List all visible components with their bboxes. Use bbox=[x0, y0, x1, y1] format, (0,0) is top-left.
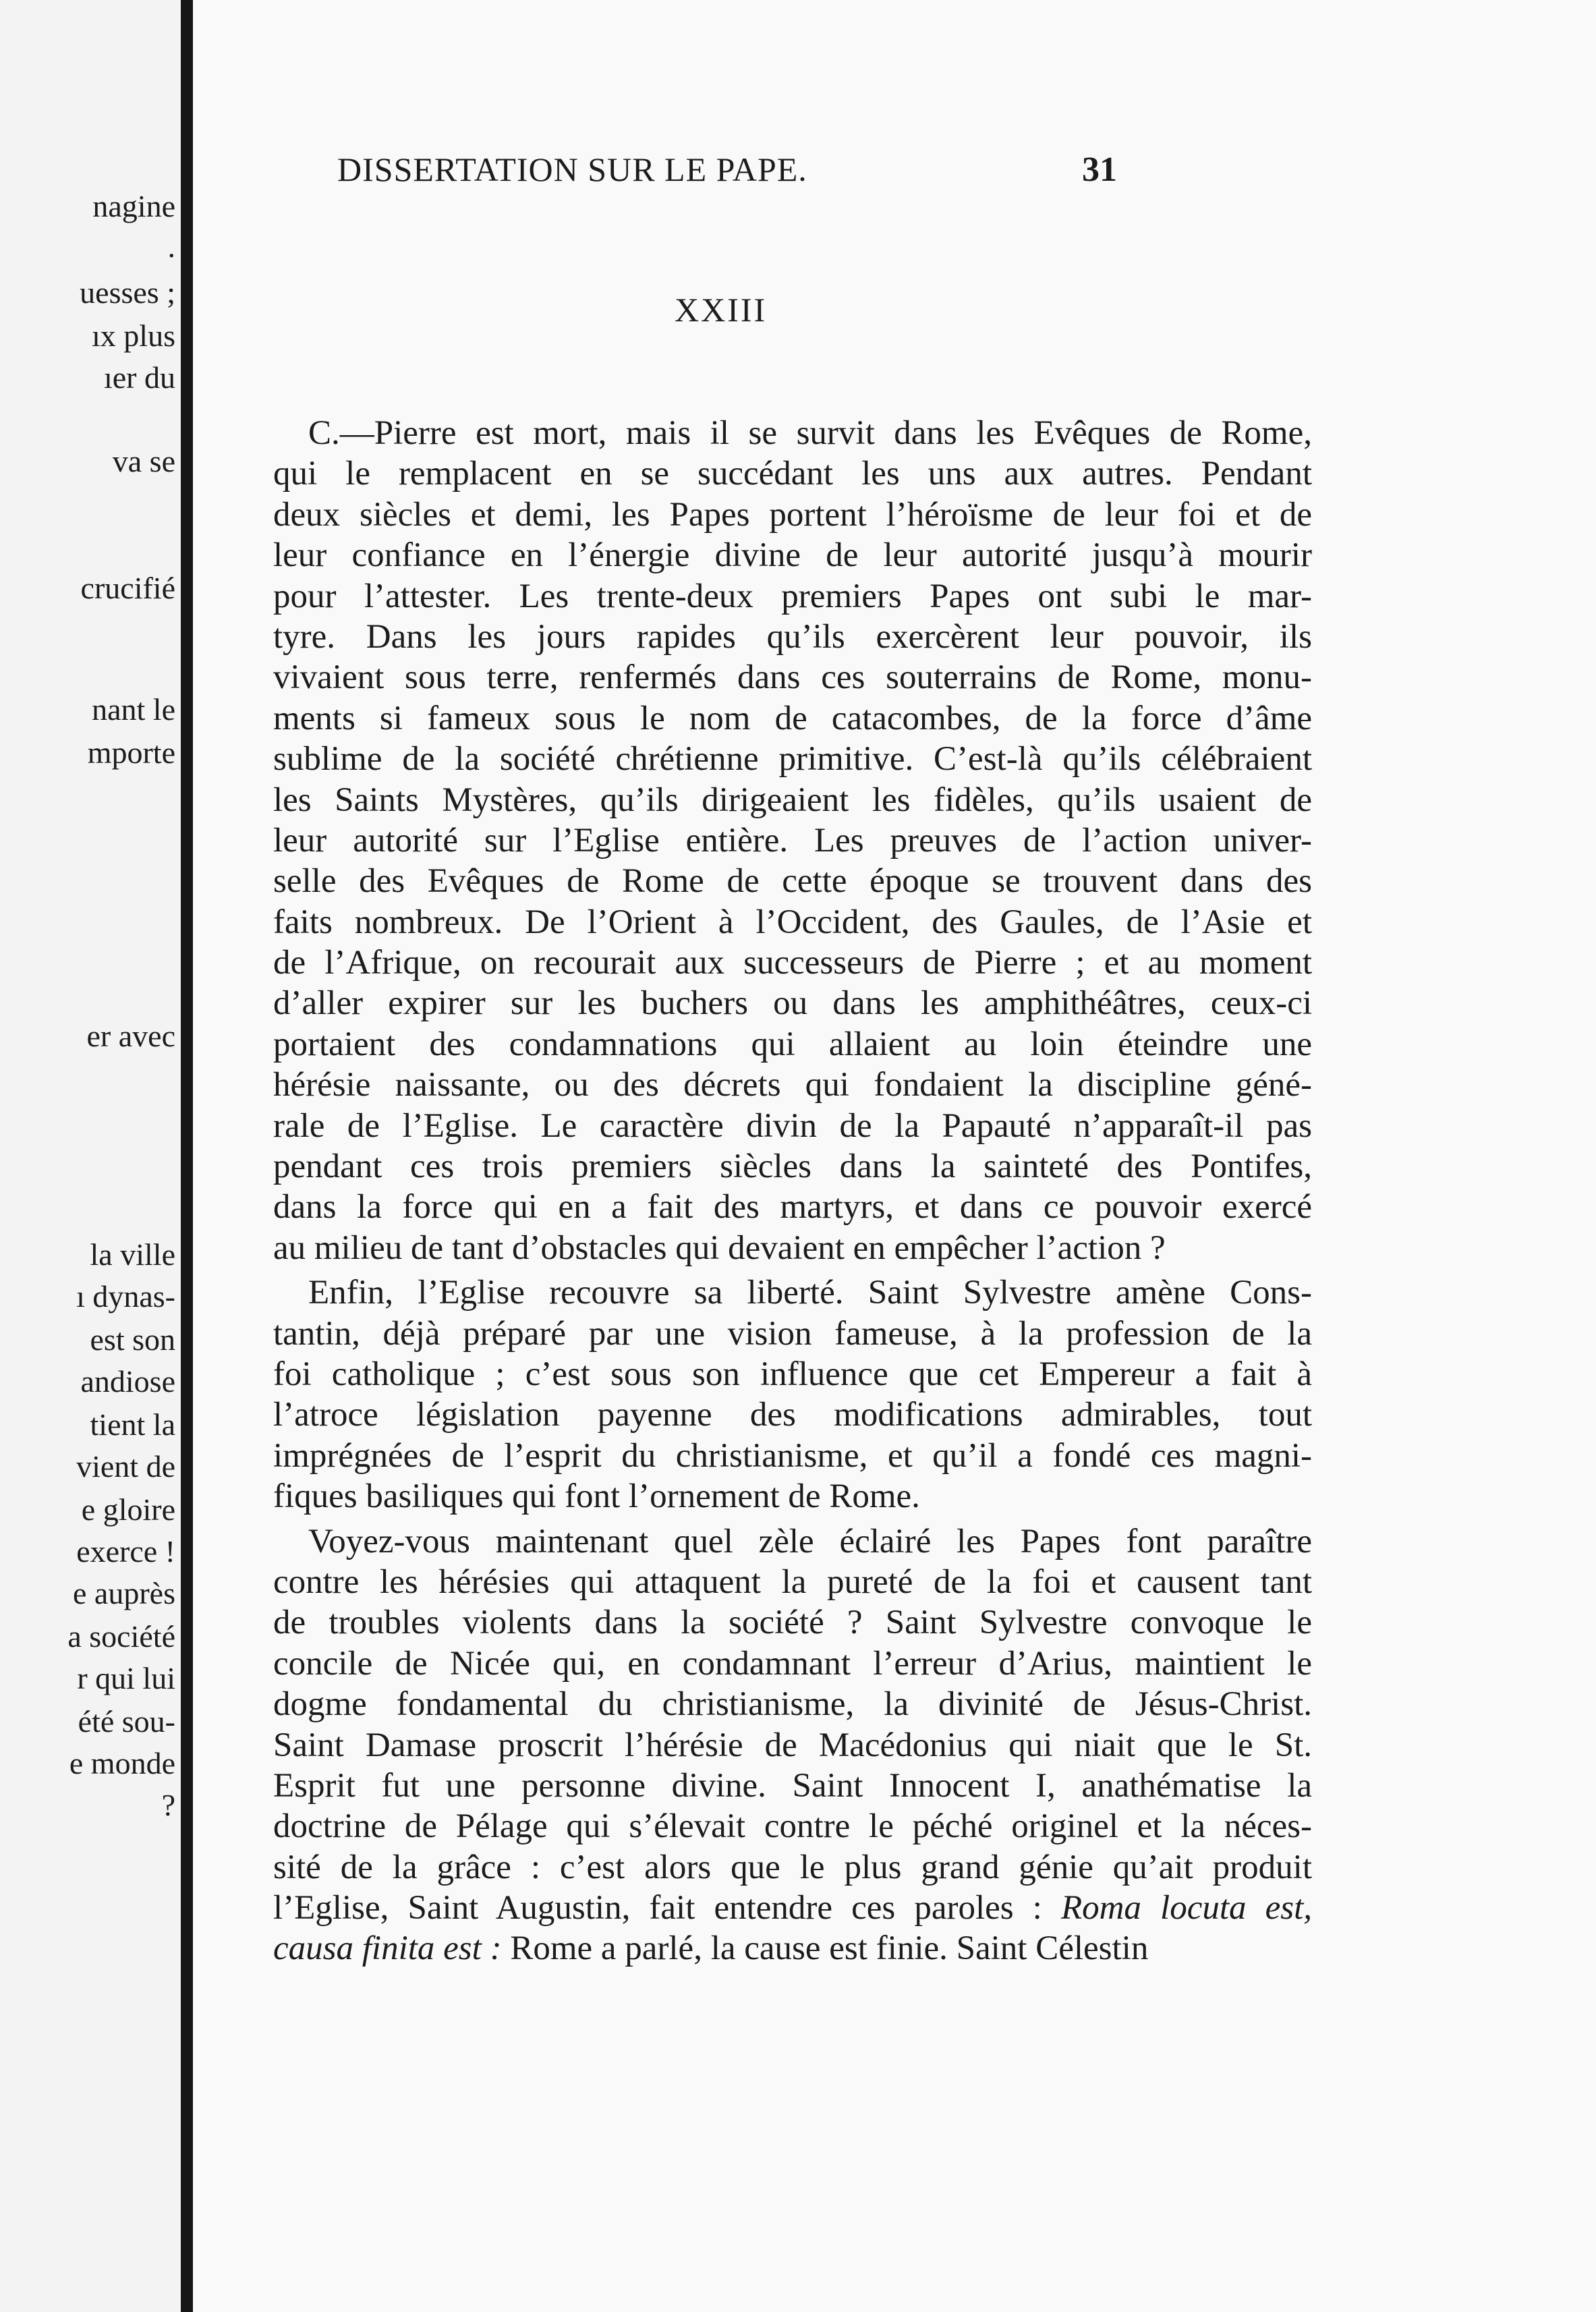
text-line: les Saints Mystères, qu’ils dirigeaient les fidèles, qu’ils usaient de bbox=[273, 781, 1312, 819]
facing-page-line: nant le bbox=[92, 692, 175, 727]
facing-page-line: nagine bbox=[92, 189, 175, 223]
paragraph-2 bbox=[273, 1272, 1312, 1517]
paragraph-1 bbox=[273, 413, 1312, 1268]
text-line: l’atroce législation payenne des modifications admirables, tout bbox=[273, 1396, 1312, 1434]
page-gutter bbox=[181, 0, 193, 2312]
facing-page-line: ıer du bbox=[103, 360, 175, 395]
facing-page-line: er avec bbox=[86, 1019, 175, 1053]
text-line: pendant ces trois premiers siècles dans la sainteté des Pontifes, bbox=[273, 1148, 1312, 1186]
running-title: DISSERTATION SUR LE PAPE. bbox=[337, 150, 807, 188]
facing-page-line: ı dynas- bbox=[76, 1279, 175, 1314]
paragraph-3 bbox=[273, 1521, 1312, 1888]
facing-page-line: exerce ! bbox=[76, 1534, 175, 1569]
text-line: sublime de la société chrétienne primitive. C’est-là qu’ils célébraient bbox=[273, 740, 1312, 779]
facing-page-fragment bbox=[0, 0, 181, 2312]
text-line: d’aller expirer sur les buchers ou dans les amphithéâtres, ceux-ci bbox=[273, 984, 1312, 1023]
text-line: foi catholique ; c’est sous son influence que cet Empereur a fait à bbox=[273, 1355, 1312, 1393]
text-line: portaient des condamnations qui allaient au loin éteindre une bbox=[273, 1025, 1312, 1063]
text-line: fiques basiliques qui font l’ornement de Rome. bbox=[273, 1477, 920, 1516]
text-line: tyre. Dans les jours rapides qu’ils exercèrent leur pouvoir, ils bbox=[273, 617, 1312, 656]
facing-page-line: été sou- bbox=[78, 1704, 175, 1739]
facing-page-line: r qui lui bbox=[77, 1661, 175, 1695]
text-line: leur confiance en l’énergie divine de leur autorité jusqu’à mourir bbox=[273, 536, 1312, 575]
text-line: qui le remplacent en se succédant les uns aux autres. Pendant bbox=[273, 455, 1312, 493]
text-line: ments si fameux sous le nom de catacombes, de la force d’âme bbox=[273, 699, 1312, 737]
text-line: dogme fondamental du christianisme, la divinité de Jésus-Christ. bbox=[273, 1685, 1312, 1724]
facing-page-line: la ville bbox=[90, 1237, 175, 1272]
text-line: Voyez-vous maintenant quel zèle éclairé les Papes font paraître bbox=[308, 1522, 1312, 1560]
text-line: pour l’attester. Les trente-deux premiers Papes ont subi le mar- bbox=[273, 577, 1312, 615]
text-line: faits nombreux. De l’Orient à l’Occident, des Gaules, de l’Asie et bbox=[273, 903, 1312, 941]
text-line: hérésie naissante, ou des décrets qui fondaient la discipline géné- bbox=[273, 1066, 1312, 1104]
facing-page-line: . bbox=[167, 229, 175, 264]
text-line: dans la force qui en a fait des martyrs, et dans ce pouvoir exercé bbox=[273, 1188, 1312, 1227]
facing-page-line: est son bbox=[90, 1322, 175, 1357]
latin-quote-part-2: causa finita est : bbox=[273, 1929, 502, 1968]
text-line: concile de Nicée qui, en condamnant l’erreur d’Arius, maintient le bbox=[273, 1644, 1312, 1683]
text-line: imprégnées de l’esprit du christianisme, et qu’il a fondé ces magni- bbox=[273, 1436, 1312, 1475]
facing-page-line: andiose bbox=[80, 1364, 175, 1399]
text-line: sité de la grâce : c’est alors que le plus grand génie qu’ait produit bbox=[273, 1848, 1312, 1886]
text-line bbox=[273, 1888, 1312, 1928]
text-line: selle des Evêques de Rome de cette époque se trouvent dans des bbox=[273, 862, 1312, 901]
text-line: tantin, déjà préparé par une vision fameuse, à la profession de la bbox=[273, 1314, 1312, 1353]
facing-page-line: ıx plus bbox=[92, 318, 175, 353]
text-line: rale de l’Eglise. Le caractère divin de la Papauté n’apparaît-il pas bbox=[273, 1106, 1312, 1145]
facing-page-line: a société bbox=[67, 1619, 175, 1654]
text-line: de l’Afrique, on recourait aux successeurs de Pierre ; et au moment bbox=[273, 944, 1312, 982]
facing-page-line: e gloire bbox=[81, 1492, 175, 1527]
text-line: doctrine de Pélage qui s’élevait contre le péché originel et la néces- bbox=[273, 1807, 1312, 1846]
text-line: Enfin, l’Eglise recouvre sa liberté. Saint Sylvestre amène Cons- bbox=[308, 1274, 1312, 1312]
chapter-number: XXIII bbox=[675, 291, 768, 329]
facing-page-line: vient de bbox=[76, 1449, 175, 1484]
quote-translation: Rome a parlé, la cause est finie. Saint Célestin bbox=[501, 1929, 1149, 1968]
facing-page-line: crucifié bbox=[80, 571, 175, 605]
text-line: Saint Damase proscrit l’hérésie de Macédonius qui niait que le St. bbox=[273, 1726, 1312, 1764]
text-line: vivaient sous terre, renfermés dans ces souterrains de Rome, monu- bbox=[273, 658, 1312, 697]
text-line: leur autorité sur l’Eglise entière. Les preuves de l’action univer- bbox=[273, 821, 1312, 859]
text-line: de troubles violents dans la société ? Saint Sylvestre convoque le bbox=[273, 1604, 1312, 1642]
page-number: 31 bbox=[1082, 150, 1117, 189]
text-line: au milieu de tant d’obstacles qui devaient en empêcher l’action ? bbox=[273, 1229, 1166, 1267]
text-line: C.—Pierre est mort, mais il se survit dans les Evêques de Rome, bbox=[308, 414, 1312, 452]
facing-page-line: e auprès bbox=[73, 1576, 175, 1610]
text-line bbox=[273, 1928, 1312, 1969]
facing-page-line: va se bbox=[112, 444, 175, 478]
facing-page-line: tient la bbox=[90, 1407, 175, 1442]
latin-quote-part-1: Roma locuta est, bbox=[1060, 1889, 1312, 1927]
quote-lead: l’Eglise, Saint Augustin, fait entendre ces paroles : bbox=[273, 1889, 1042, 1927]
text-line: deux siècles et demi, les Papes portent l’héroïsme de leur foi et de bbox=[273, 495, 1312, 534]
body-text bbox=[273, 413, 1312, 1969]
facing-page-line: ? bbox=[161, 1788, 175, 1822]
facing-page-line: e monde bbox=[69, 1746, 175, 1780]
text-line: contre les hérésies qui attaquent la pureté de la foi et causent tant bbox=[273, 1562, 1312, 1601]
facing-page-line: uesses ; bbox=[80, 275, 175, 310]
facing-page-line: mporte bbox=[87, 735, 175, 770]
text-line: Esprit fut une personne divine. Saint Innocent I, anathématise la bbox=[273, 1766, 1312, 1805]
